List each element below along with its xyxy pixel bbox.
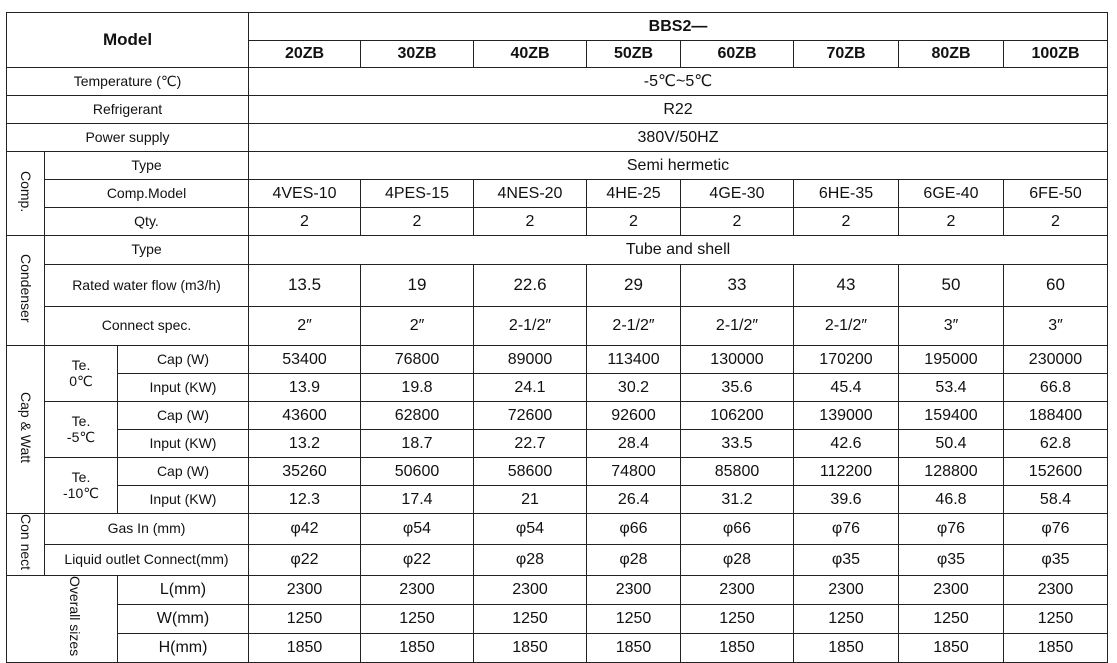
cell: 1250 (474, 604, 587, 633)
cell: 30.2 (587, 374, 681, 402)
model-header: Model (7, 13, 249, 68)
cell: φ22 (249, 544, 361, 575)
model-cell: 50ZB (587, 41, 681, 68)
cell: 2-1/2″ (474, 307, 587, 346)
cell: φ28 (474, 544, 587, 575)
cell: 24.1 (474, 374, 587, 402)
cell: 66.8 (1004, 374, 1108, 402)
cell: 2300 (794, 575, 899, 604)
row-label: H(mm) (118, 633, 249, 662)
cell: 60 (1004, 265, 1108, 307)
cell: 6FE-50 (1004, 180, 1108, 208)
cell: 128800 (899, 458, 1004, 486)
condition-label: Te. -5℃ (45, 402, 118, 458)
cell: 18.7 (361, 430, 474, 458)
cell: 76800 (361, 346, 474, 374)
cell: φ54 (361, 514, 474, 545)
cell: φ35 (1004, 544, 1108, 575)
cell: 1250 (361, 604, 474, 633)
model-cell: 100ZB (1004, 41, 1108, 68)
cell: 2 (361, 208, 474, 236)
cell: φ66 (681, 514, 794, 545)
cell: 35260 (249, 458, 361, 486)
cell: 58600 (474, 458, 587, 486)
cell: 50600 (361, 458, 474, 486)
row-label: Cap (W) (118, 458, 249, 486)
cell: 2300 (899, 575, 1004, 604)
cell: φ66 (587, 514, 681, 545)
temperature-row (7, 68, 1108, 96)
cell: 2-1/2″ (794, 307, 899, 346)
cell: φ42 (249, 514, 361, 545)
row-label: Input (KW) (118, 486, 249, 514)
cell: 2 (1004, 208, 1108, 236)
cell: 106200 (681, 402, 794, 430)
spec-table (6, 12, 1108, 663)
cell: 113400 (587, 346, 681, 374)
row-label: Type (45, 236, 249, 265)
row-label: Type (45, 152, 249, 180)
cell: 26.4 (587, 486, 681, 514)
condition-label: Te. -10℃ (45, 458, 118, 514)
cell: 2 (794, 208, 899, 236)
row-label: L(mm) (118, 575, 249, 604)
cell: 1850 (249, 633, 361, 662)
comp-model-row (7, 180, 1108, 208)
cell: 13.2 (249, 430, 361, 458)
cell: 2 (681, 208, 794, 236)
cell: φ76 (899, 514, 1004, 545)
model-cell: 30ZB (361, 41, 474, 68)
cell: 13.5 (249, 265, 361, 307)
cell: 33 (681, 265, 794, 307)
cell: 1850 (361, 633, 474, 662)
cell: 152600 (1004, 458, 1108, 486)
cell: 1250 (899, 604, 1004, 633)
cell: φ76 (1004, 514, 1108, 545)
cell: 4VES-10 (249, 180, 361, 208)
cell: 6HE-35 (794, 180, 899, 208)
row-label: Cap (W) (118, 346, 249, 374)
input-row (7, 374, 1108, 402)
cell: 43 (794, 265, 899, 307)
cell: 1250 (587, 604, 681, 633)
cell: 39.6 (794, 486, 899, 514)
cell: 53400 (249, 346, 361, 374)
cell: φ54 (474, 514, 587, 545)
cell: 1850 (794, 633, 899, 662)
cell: 12.3 (249, 486, 361, 514)
row-label: Input (KW) (118, 374, 249, 402)
width-row (7, 604, 1108, 633)
input-row (7, 430, 1108, 458)
condition-label: Te. 0℃ (45, 346, 118, 402)
cell: φ28 (681, 544, 794, 575)
cell: 50.4 (899, 430, 1004, 458)
cell: 19.8 (361, 374, 474, 402)
row-value: -5℃~5℃ (249, 68, 1108, 96)
cell: 92600 (587, 402, 681, 430)
water-flow-row (7, 265, 1108, 307)
row-label: Connect spec. (45, 307, 249, 346)
cell: 35.6 (681, 374, 794, 402)
model-cell: 80ZB (899, 41, 1004, 68)
cell: 170200 (794, 346, 899, 374)
sizes-group-label: Overall sizes (7, 575, 118, 662)
cell: 2 (899, 208, 1004, 236)
cell: 2″ (361, 307, 474, 346)
cell: 72600 (474, 402, 587, 430)
cell: φ76 (794, 514, 899, 545)
cell: 62800 (361, 402, 474, 430)
cell: 195000 (899, 346, 1004, 374)
capwatt-group-label: Cap & Watt (7, 346, 45, 514)
row-label: Rated water flow (m3/h) (45, 265, 249, 307)
cell: 3″ (1004, 307, 1108, 346)
cell: 2 (249, 208, 361, 236)
condenser-type-row (7, 236, 1108, 265)
cell: 2300 (361, 575, 474, 604)
model-cell: 40ZB (474, 41, 587, 68)
cell: 2300 (681, 575, 794, 604)
cell: 2-1/2″ (587, 307, 681, 346)
cell: 1250 (681, 604, 794, 633)
cell: 46.8 (899, 486, 1004, 514)
comp-group-label: Comp. (7, 152, 45, 236)
row-label: Qty. (45, 208, 249, 236)
cell: 230000 (1004, 346, 1108, 374)
row-value: 380V/50HZ (249, 124, 1108, 152)
cell: 21 (474, 486, 587, 514)
cap-row (7, 458, 1108, 486)
row-label: Input (KW) (118, 430, 249, 458)
connect-group-label: Con nect (7, 514, 45, 576)
cell: 50 (899, 265, 1004, 307)
cell: 4NES-20 (474, 180, 587, 208)
row-label: Liquid outlet Connect(mm) (45, 544, 249, 575)
condenser-group-label: Condenser (7, 236, 45, 346)
connect-spec-row (7, 307, 1108, 346)
cell: 1250 (249, 604, 361, 633)
cell: 2 (474, 208, 587, 236)
liquid-outlet-row (7, 544, 1108, 575)
cell: 17.4 (361, 486, 474, 514)
cell: 2-1/2″ (681, 307, 794, 346)
cell: 1850 (681, 633, 794, 662)
cell: 74800 (587, 458, 681, 486)
cell: 1850 (587, 633, 681, 662)
refrigerant-row (7, 96, 1108, 124)
cell: 4PES-15 (361, 180, 474, 208)
cell: 19 (361, 265, 474, 307)
cap-row (7, 346, 1108, 374)
cell: 2300 (474, 575, 587, 604)
cell: 13.9 (249, 374, 361, 402)
cell: 1850 (1004, 633, 1108, 662)
cell: 89000 (474, 346, 587, 374)
cell: 43600 (249, 402, 361, 430)
cell: 159400 (899, 402, 1004, 430)
row-value: Tube and shell (249, 236, 1108, 265)
cell: 33.5 (681, 430, 794, 458)
row-label: Gas In (mm) (45, 514, 249, 545)
cell: 42.6 (794, 430, 899, 458)
cell: 188400 (1004, 402, 1108, 430)
row-label: Temperature (℃) (7, 68, 249, 96)
cell: 2 (587, 208, 681, 236)
cell: 58.4 (1004, 486, 1108, 514)
cell: 2300 (587, 575, 681, 604)
model-cell: 60ZB (681, 41, 794, 68)
cell: φ35 (899, 544, 1004, 575)
spec-table-wrapper (6, 12, 1108, 663)
cell: 22.6 (474, 265, 587, 307)
row-value: R22 (249, 96, 1108, 124)
cell: 1850 (899, 633, 1004, 662)
input-row (7, 486, 1108, 514)
height-row (7, 633, 1108, 662)
cell: φ35 (794, 544, 899, 575)
row-value: Semi hermetic (249, 152, 1108, 180)
cell: 45.4 (794, 374, 899, 402)
cap-row (7, 402, 1108, 430)
comp-qty-row (7, 208, 1108, 236)
length-row (7, 575, 1108, 604)
row-label: Comp.Model (45, 180, 249, 208)
row-label: Refrigerant (7, 96, 249, 124)
gas-in-row (7, 514, 1108, 545)
row-label: Power supply (7, 124, 249, 152)
cell: 1250 (794, 604, 899, 633)
series-header: BBS2— (249, 13, 1108, 41)
cell: 130000 (681, 346, 794, 374)
model-cell: 70ZB (794, 41, 899, 68)
cell: 1250 (1004, 604, 1108, 633)
cell: 53.4 (899, 374, 1004, 402)
cell: 1850 (474, 633, 587, 662)
cell: 6GE-40 (899, 180, 1004, 208)
cell: 4GE-30 (681, 180, 794, 208)
cell: 29 (587, 265, 681, 307)
cell: 28.4 (587, 430, 681, 458)
cell: φ28 (587, 544, 681, 575)
cell: 112200 (794, 458, 899, 486)
cell: 85800 (681, 458, 794, 486)
cell: 2300 (1004, 575, 1108, 604)
cell: 4HE-25 (587, 180, 681, 208)
cell: φ22 (361, 544, 474, 575)
cell: 2300 (249, 575, 361, 604)
cell: 22.7 (474, 430, 587, 458)
cell: 139000 (794, 402, 899, 430)
model-cell: 20ZB (249, 41, 361, 68)
row-label: W(mm) (118, 604, 249, 633)
cell: 31.2 (681, 486, 794, 514)
cell: 62.8 (1004, 430, 1108, 458)
row-label: Cap (W) (118, 402, 249, 430)
power-supply-row (7, 124, 1108, 152)
cell: 3″ (899, 307, 1004, 346)
cell: 2″ (249, 307, 361, 346)
comp-type-row (7, 152, 1108, 180)
